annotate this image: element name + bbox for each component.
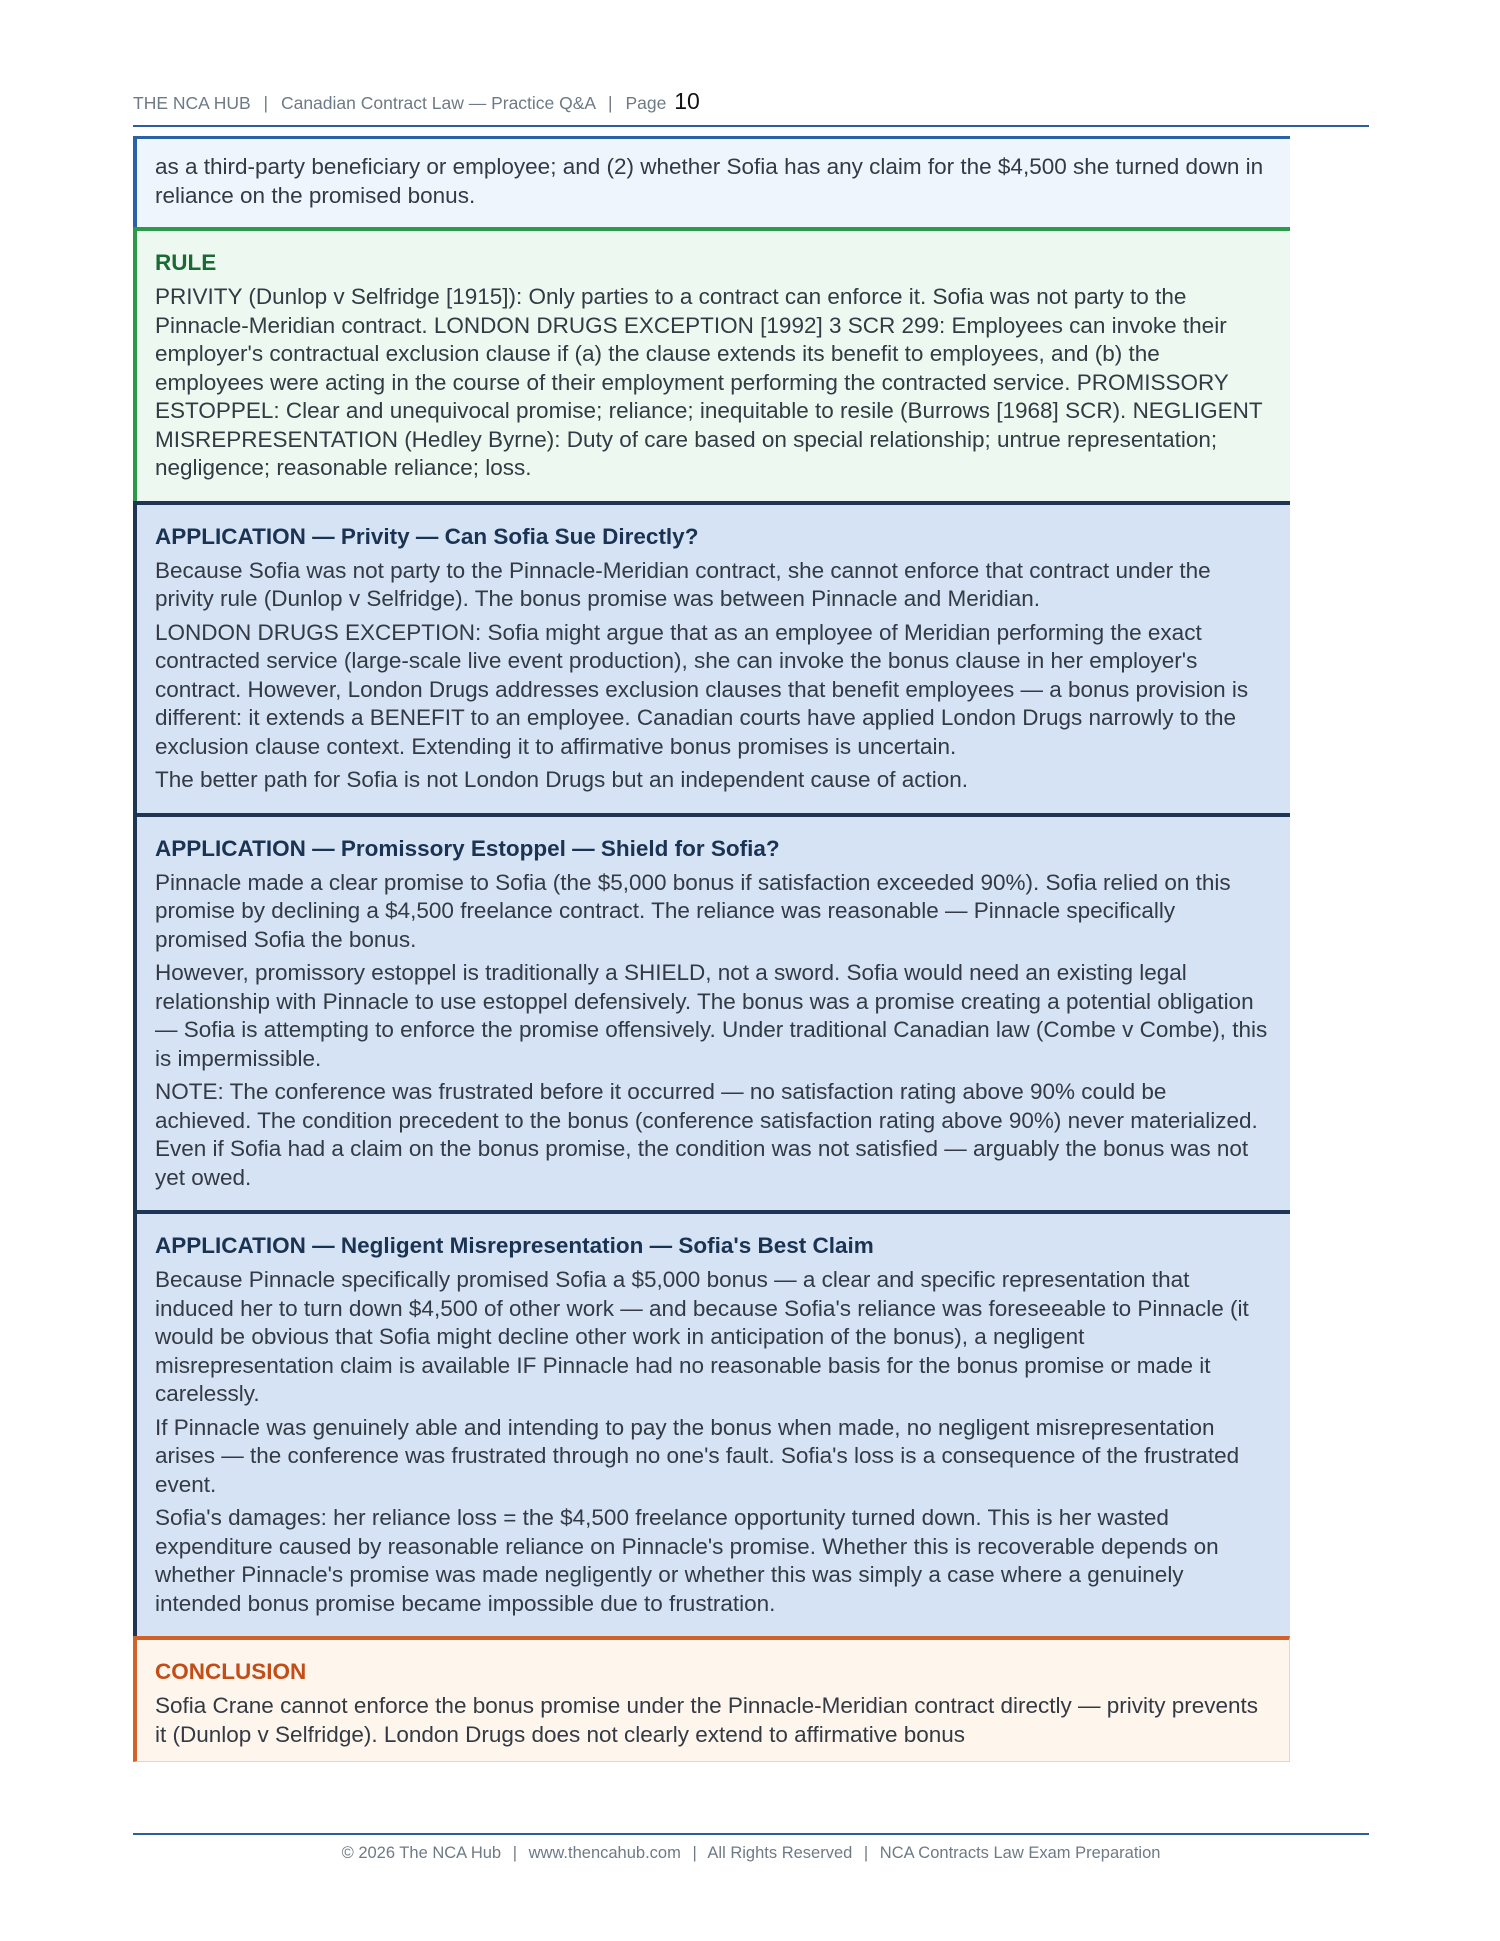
page-footer [133,1844,1369,1863]
rule-heading: RULE [155,250,217,275]
conclusion-box [133,1636,1290,1762]
page-number: 10 [674,88,700,114]
application-paragraph: Sofia's damages: her reliance loss = the $4,500 freelance opportunity turned down. This is her wasted expenditure caused by reasonable reliance on Pinnacle's promise. Whether this is recoverable depends on whether Pinnacle's promise was made negligently or whether this was simply a case where a genuinely intended bonus promise became impossible due to frustration. [155,1505,1219,1616]
footer-divider [133,1833,1369,1835]
main-content [133,136,1290,1762]
footer-website-link[interactable]: www.thencahub.com [528,1844,681,1862]
footer-copyright: © 2026 The NCA Hub [341,1844,502,1862]
conclusion-heading: CONCLUSION [155,1659,307,1684]
header-divider [133,125,1369,127]
footer-separator: | [512,1844,517,1862]
issue-text: as a third-party beneficiary or employee; and (2) whether Sofia has any claim for the $4,500 she turned down in reliance on the promised bonus. [155,154,1264,208]
header-separator: | [263,93,269,113]
application-paragraph: Because Pinnacle specifically promised Sofia a $5,000 bonus — a clear and specific representation that induced her to turn down $4,500 of other work — and because Sofia's reliance was foreseeable to Pinnacle (it would be obvious that Sofia might decline other work in anticipation of the bonus), a negligent misrepresentation claim is available IF Pinnacle had no reasonable basis for the bonus promise or made it carelessly. [155,1267,1249,1406]
application-paragraph: Pinnacle made a clear promise to Sofia (the $5,000 bonus if satisfaction exceeded 90%). Sofia relied on this promise by declining a $4,500 freelance contract. The reliance was reasonable — Pinnacle specifically promised Sofia the bonus. [155,869,1231,952]
footer-separator: | [863,1844,869,1862]
application-paragraph: LONDON DRUGS EXCEPTION: Sofia might argue that as an employee of Meridian performing the exact contracted service (large-scale live event production), she can invoke the bonus clause in her employer's contract. However, London Drugs addresses exclusion clauses that benefit employees — a bonus provision is different: it extends a BENEFIT to an employee. Canadian courts have applied London Drugs narrowly to the exclusion clause context. Extending it to affirmative bonus promises is uncertain. [155,619,1249,759]
conclusion-text: Sofia Crane cannot enforce the bonus promise under the Pinnacle-Meridian contract directly — privity prevents it (Dunlop v Selfridge). London Drugs does not clearly extend to affirmative bonus [155,1693,1259,1747]
header-separator: | [608,93,613,113]
header-page-label: Page [625,93,667,113]
footer-separator: | [692,1844,697,1862]
application-estoppel-box [133,813,1290,1211]
issue-box [133,136,1290,227]
application-paragraph: The better path for Sofia is not London Drugs but an independent cause of action. [155,767,969,792]
application-paragraph: However, promissory estoppel is traditionally a SHIELD, not a sword. Sofia would need an existing legal relationship with Pinnacle to use estoppel defensively. The bonus was a promise creating a potential obligation — Sofia is attempting to enforce the promise offensively. Under traditional Canadian law (Combe v Combe), this is impermissible. [155,960,1268,1071]
header-title: Canadian Contract Law — Practice Q&A [280,93,596,113]
rule-text: PRIVITY (Dunlop v Selfridge [1915]): Only parties to a contract can enforce it. Sofia was not party to the Pinnacle-Meridian contract. LONDON DRUGS EXCEPTION [1992] 3 SCR 299: Employees can invoke their employer's contractual exclusion clause if (a) the clause extends its benefit to employees, and (b) the employees were acting in the course of their employment performing the contracted service. PROMISSORY ESTOPPEL: Clear and unequivocal promise; reliance; inequitable to resile (Burrows [1968] SCR). NEGLIGENT MISREPRESENTATION (Hedley Byrne): Duty of care based on special relationship; untrue representation; negligence; reasonable reliance; loss. [155,284,1263,480]
application-heading: APPLICATION — Privity — Can Sofia Sue Directly? [155,523,699,549]
rule-box [133,227,1290,501]
application-paragraph: Because Sofia was not party to the Pinnacle-Meridian contract, she cannot enforce that contract under the privity rule (Dunlop v Selfridge). The bonus promise was between Pinnacle and Meridian. [155,557,1211,611]
application-paragraph: If Pinnacle was genuinely able and intending to pay the bonus when made, no negligent misrepresentation arises — the conference was frustrated through no one's fault. Sofia's loss is a consequence of the frustrated event. [155,1414,1240,1497]
application-privity-box [133,501,1290,813]
footer-rights: All Rights Reserved [707,1844,853,1862]
page-header [133,88,700,115]
footer-tagline: NCA Contracts Law Exam Preparation [879,1844,1161,1862]
application-paragraph: NOTE: The conference was frustrated before it occurred — no satisfaction rating above 90% could be achieved. The condition precedent to the bonus (conference satisfaction rating above 90%) never materialized. Even if Sofia had a claim on the bonus promise, the condition was not satisfied — arguably the bonus was not yet owed. [155,1079,1258,1190]
header-brand: THE NCA HUB [133,93,251,113]
application-heading: APPLICATION — Promissory Estoppel — Shield for Sofia? [155,835,780,861]
application-misrepresentation-box [133,1210,1290,1636]
application-heading: APPLICATION — Negligent Misrepresentation — Sofia's Best Claim [155,1233,874,1258]
